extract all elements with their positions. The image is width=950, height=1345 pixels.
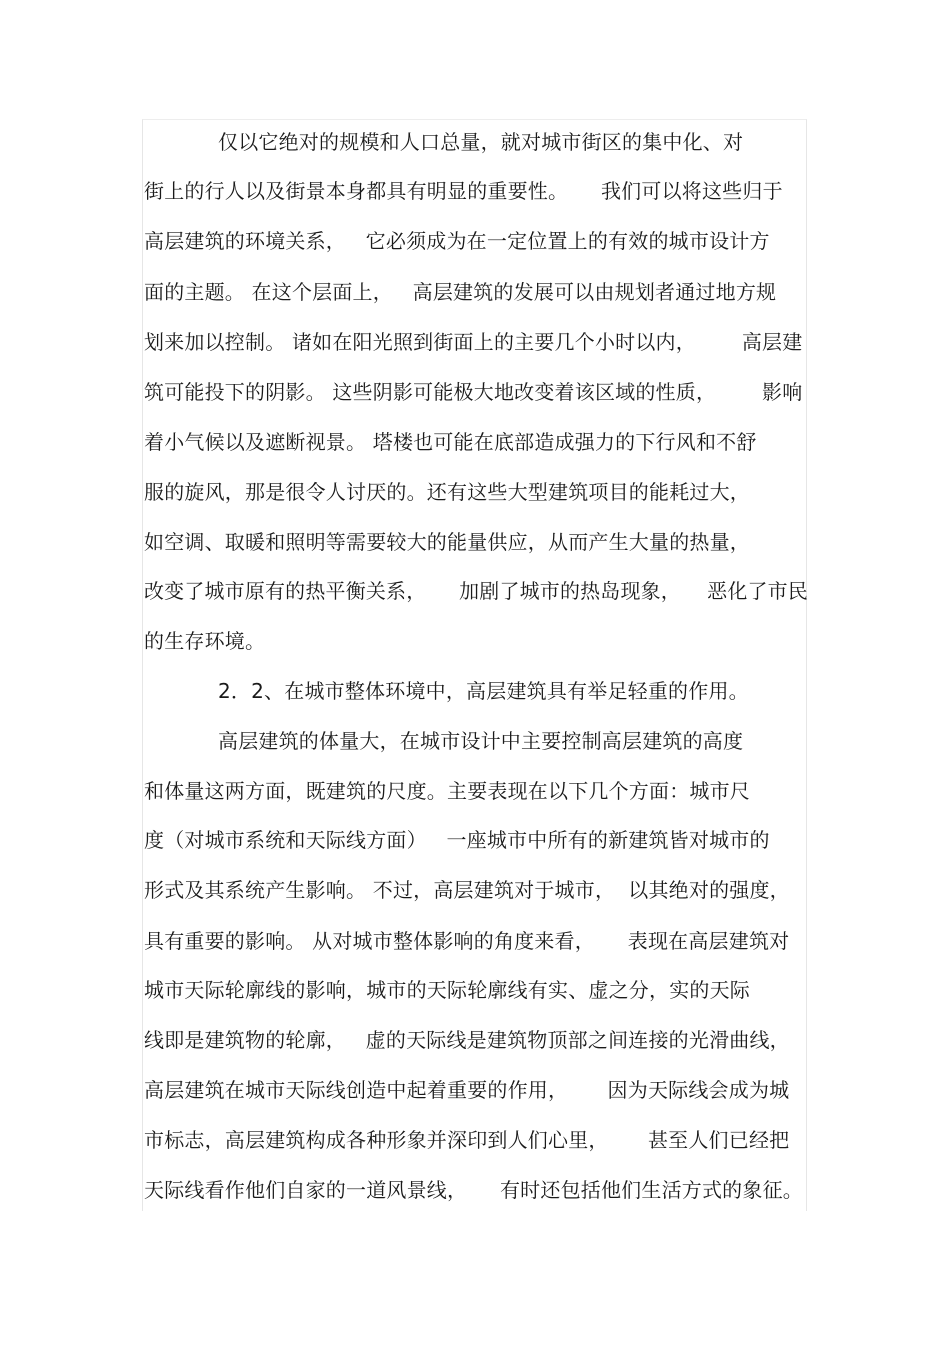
text-line: 仅以它绝对的规模和人口总量，就对城市街区的集中化、对 — [218, 130, 744, 154]
text-line: 高层建筑的体量大，在城市设计中主要控制高层建筑的高度 — [218, 729, 744, 753]
text-line: 和体量这两方面，既建筑的尺度。主要表现在以下几个方面：城市尺 — [144, 779, 750, 803]
text-line: 天际线看作他们自家的一道风景线， 有时还包括他们生活方式的象征。 — [144, 1178, 803, 1202]
text-line: 高层建筑的环境关系， 它必须成为在一定位置上的有效的城市设计方 — [144, 229, 770, 253]
text-line: 服的旋风，那是很令人讨厌的。还有这些大型建筑项目的能耗过大， — [144, 480, 750, 504]
text-line: 街上的行人以及街景本身都具有明显的重要性。 我们可以将这些归于 — [144, 179, 783, 203]
text-line: 市标志，高层建筑构成各种形象并深印到人们心里， 甚至人们已经把 — [144, 1128, 790, 1152]
text-line: 高层建筑在城市天际线创造中起着重要的作用， 因为天际线会成为城 — [144, 1078, 790, 1102]
text-line: 的生存环境。 — [144, 629, 266, 653]
text-line: 着小气候以及遮断视景。 塔楼也可能在底部造成强力的下行风和不舒 — [144, 430, 757, 454]
text-line: 划来加以控制。 诸如在阳光照到街面上的主要几个小时以内， 高层建 — [144, 330, 803, 354]
text-line: 城市天际轮廓线的影响，城市的天际轮廓线有实、虚之分，实的天际 — [144, 978, 750, 1002]
text-line: 如空调、取暖和照明等需要较大的能量供应，从而产生大量的热量， — [144, 530, 750, 554]
section-heading: 2．2、在城市整体环境中，高层建筑具有举足轻重的作用。 — [218, 679, 749, 703]
text-line: 度（对城市系统和天际线方面） 一座城市中所有的新建筑皆对城市的 — [144, 828, 770, 852]
text-line: 改变了城市原有的热平衡关系， 加剧了城市的热岛现象， 恶化了市民 — [144, 579, 809, 603]
text-line: 具有重要的影响。 从对城市整体影响的角度来看， 表现在高层建筑对 — [144, 929, 790, 953]
text-line: 筑可能投下的阴影。 这些阴影可能极大地改变着该区域的性质， 影响 — [144, 380, 803, 404]
text-line: 线即是建筑物的轮廓， 虚的天际线是建筑物顶部之间连接的光滑曲线， — [144, 1028, 790, 1052]
text-line: 形式及其系统产生影响。 不过，高层建筑对于城市， 以其绝对的强度， — [144, 878, 790, 902]
text-line: 面的主题。 在这个层面上， 高层建筑的发展可以由规划者通过地方规 — [144, 280, 777, 304]
